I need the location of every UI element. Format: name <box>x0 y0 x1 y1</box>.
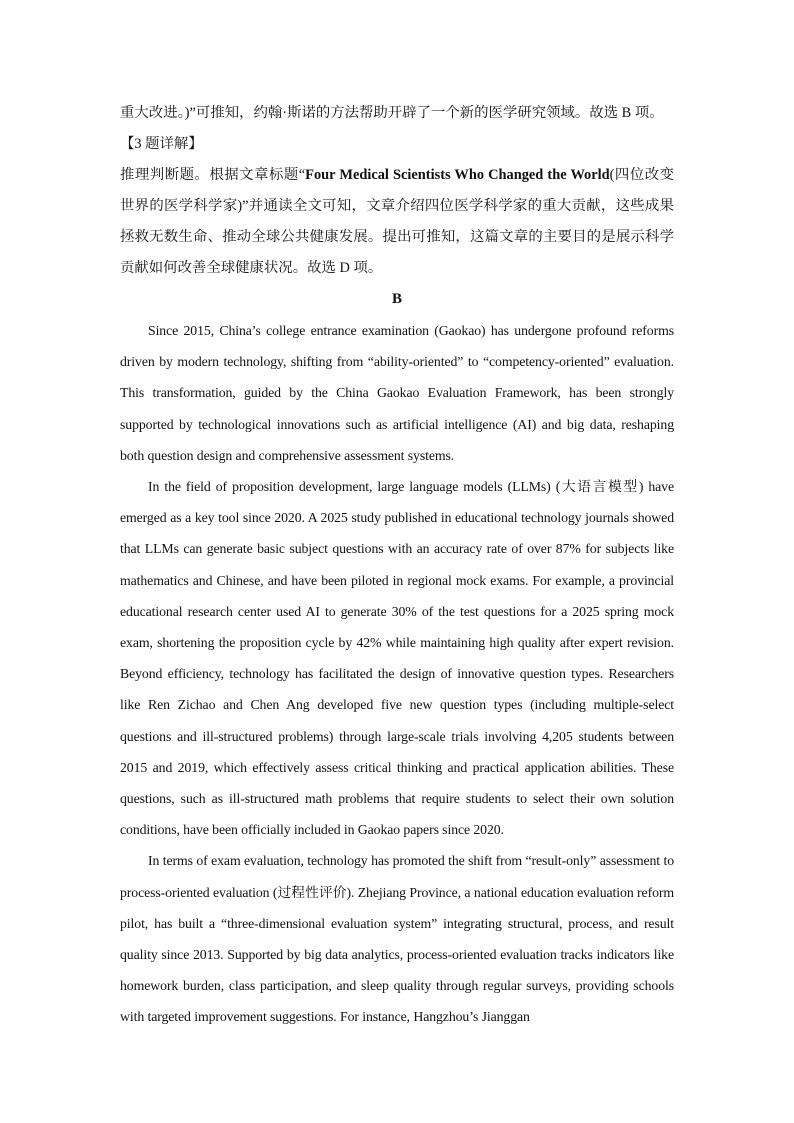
document-page <box>120 98 674 1033</box>
section-heading: B <box>391 291 402 307</box>
answer-3-text-rest: (四位改变世界的医学科学家)”并通读全文可知，文章介绍四位医学科学家的重大贡献，这些成果拯救无数生命、推动全球公共健康发展。提出可推知，这篇文章的主要目的是展示科学贡献如何改善全球健康状况。故选 D 项。 <box>120 167 675 276</box>
answer-3-heading: 【3 题详解】 <box>120 136 203 152</box>
passage-paragraph-3: In terms of exam evaluation, technology has promoted the shift from “result-only” assessment to process-oriented evaluation (过程性评价). Zhejiang Province, a national education evaluation reform pilot, has built a “three-dimensional evaluation system” integrating structural, process, and result quality since 2013. Supported by big data analytics, process-oriented evaluation tracks indicators like homework burden, class participation, and sleep quality through regular surveys, providing schools with targeted improvement suggestions. For instance, Hangzhou’s Jianggan <box>120 853 674 1025</box>
article-title: Four Medical Scientists Who Changed the World <box>305 167 610 183</box>
answer-3-explanation <box>120 160 674 284</box>
answer-3-text-start: 推理判断题。根据文章标题“ <box>120 167 306 183</box>
passage-paragraph-1: Since 2015, China’s college entrance examination (Gaokao) has undergone profound reforms driven by modern technology, shifting from “ability-oriented” to “competency-oriented” evaluation. This transformation, guided by the China Gaokao Evaluation Framework, has been strongly supported by technological innovations such as artificial intelligence (AI) and big data, reshaping both question design and comprehensive assessment systems. <box>120 323 674 463</box>
passage-paragraph-2: In the field of proposition development, large language models (LLMs) (大语言模型) have emerged as a key tool since 2020. A 2025 study published in educational technology journals showed that LLMs can generate basic subject questions with an accuracy rate of over 87% for subjects like mathematics and Chinese, and have been piloted in regional mock exams. For example, a provincial educational research center used AI to generate 30% of the test questions for a 2025 spring mock exam, shortening the proposition cycle by 42% while maintaining high quality after expert revision. Beyond efficiency, technology has facilitated the design of innovative question types. Researchers like Ren Zichao and Chen Ang developed five new question types (including multiple-select questions and ill-structured problems) through large-scale trials involving 4,205 students between 2015 and 2019, which effectively assess critical thinking and practical application abilities. These questions, such as ill-structured math problems that require students to select their own solution conditions, have been officially included in Gaokao papers since 2020. <box>120 479 674 838</box>
answer-2-conclusion: 重大改进。)”可推知，约翰·斯诺的方法帮助开辟了一个新的医学研究领域。故选 B 项。 <box>120 105 664 121</box>
